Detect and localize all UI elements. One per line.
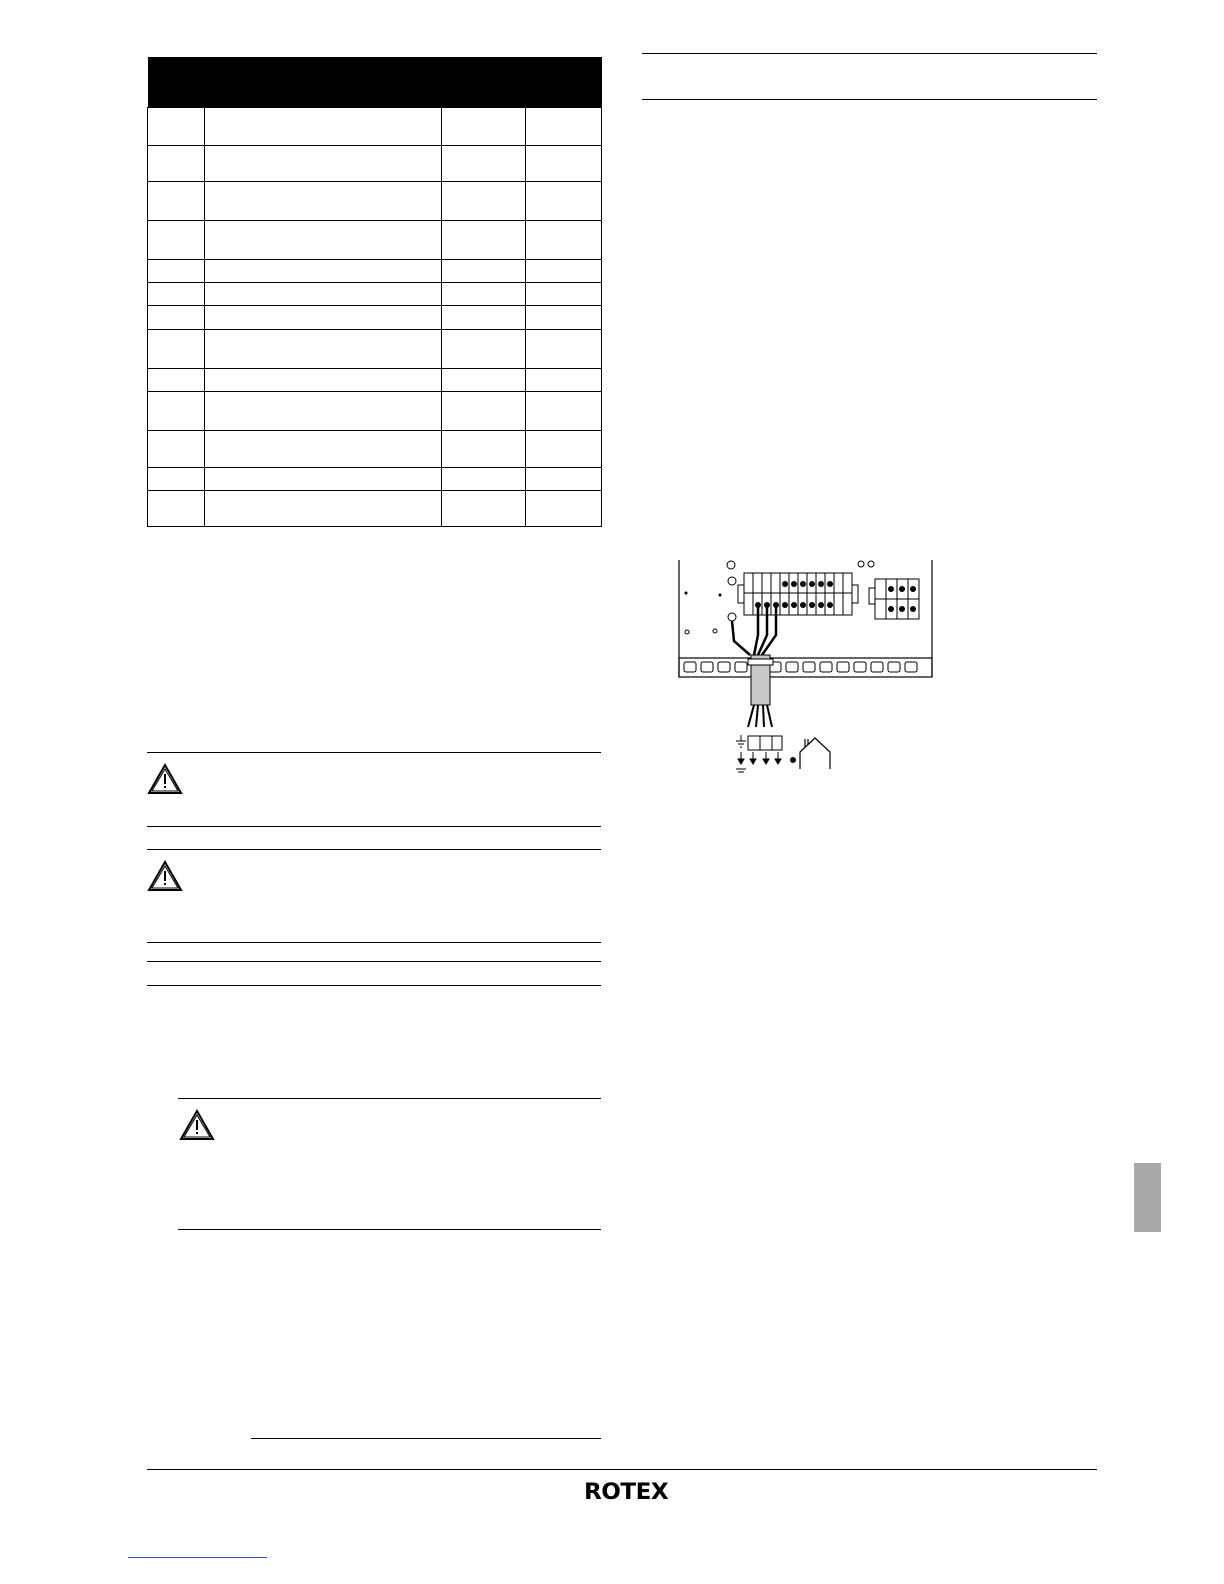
table-row [148,182,602,221]
table-row [148,260,602,283]
divider [147,985,601,986]
divider [147,826,601,827]
chapter-tab [1134,1163,1161,1232]
cable-clamp-row [684,662,917,672]
spec-table [147,57,602,527]
table-row [148,108,602,146]
divider [147,849,601,850]
warning-triangle-icon [147,860,183,892]
footer-rule [147,1469,1097,1470]
table-row [148,330,602,369]
wiring-diagram [672,555,940,775]
house-icon [800,738,830,769]
table-row [148,369,602,392]
footer-link-underline[interactable] [128,1557,267,1558]
table-header-row [148,57,602,108]
terminal-block-main [738,573,858,615]
warning-triangle-icon [147,763,183,795]
divider [251,1438,601,1439]
table-row [148,392,602,431]
table-row [148,283,602,306]
brand-logo: ROTEX [583,1480,669,1505]
terminal-block-secondary [869,579,919,619]
table-row [148,468,602,491]
power-wires [732,607,776,655]
terminal-screws-main [755,581,833,608]
divider [147,961,601,962]
divider [147,942,601,943]
ground-icon [736,735,746,747]
divider [178,1098,601,1099]
divider [147,752,601,753]
table-row [148,221,602,260]
section-rule-top [642,53,1097,54]
table-row [148,146,602,182]
table-row [148,491,602,527]
table-row [148,431,602,468]
divider [178,1229,601,1230]
table-row [148,306,602,330]
warning-triangle-icon [179,1109,215,1141]
section-rule-bottom [642,99,1097,100]
